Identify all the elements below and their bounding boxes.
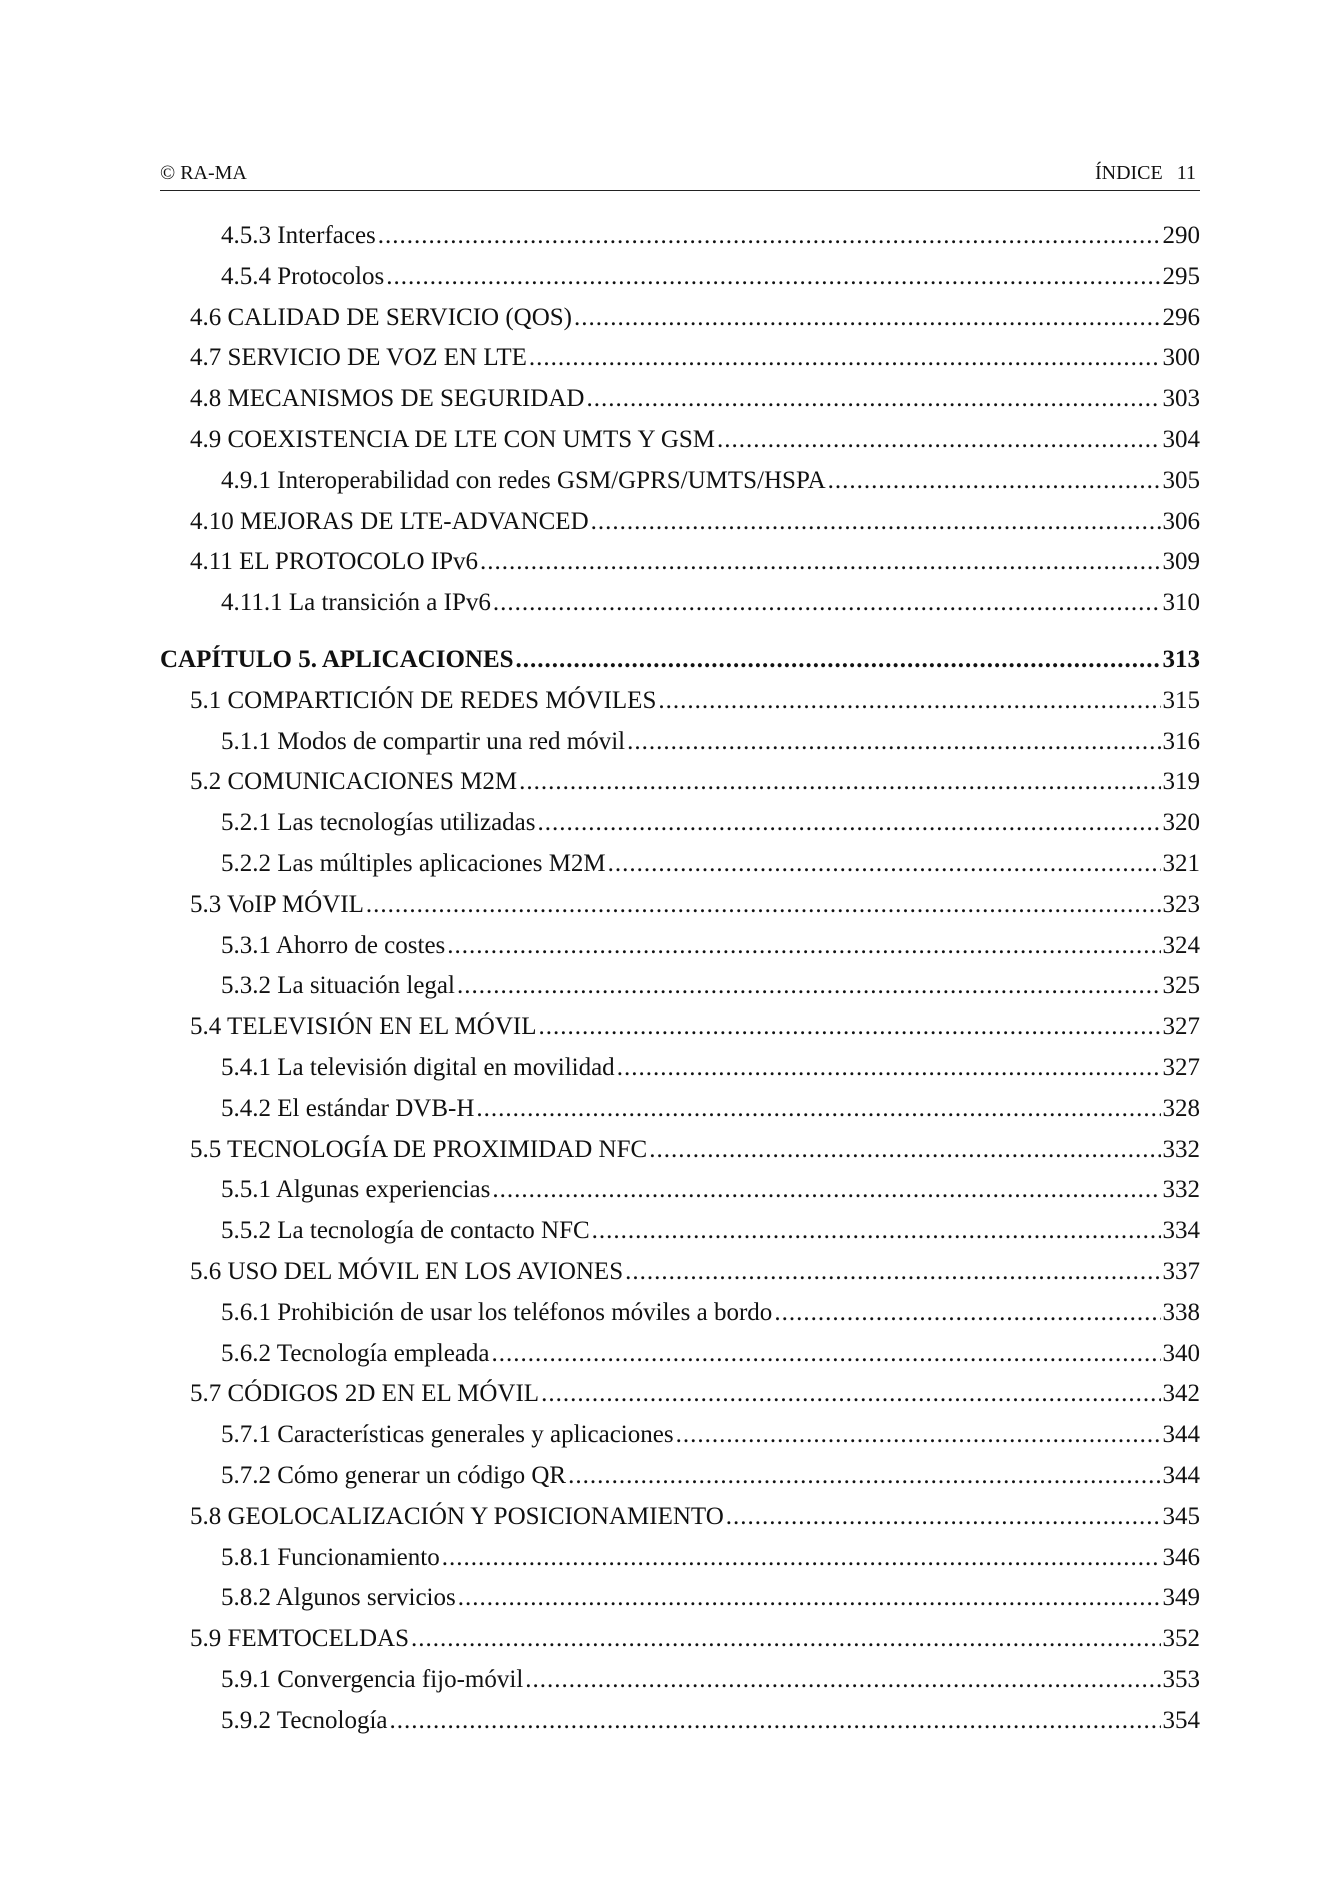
toc-entry[interactable]	[160, 344, 1200, 385]
toc-entry-page: 342	[1162, 1380, 1200, 1408]
toc-entry-page: 304	[1162, 425, 1200, 453]
dot-leader	[617, 1054, 1161, 1082]
toc-entry-title: 5.3.1 Ahorro de costes	[221, 931, 446, 959]
toc-entry[interactable]	[160, 891, 1200, 932]
toc-chapter-entry[interactable]	[160, 646, 1200, 687]
dot-leader	[676, 1421, 1161, 1449]
toc-entry-title: 5.2.2 Las múltiples aplicaciones M2M	[221, 849, 606, 877]
toc-entry-page: 316	[1162, 727, 1200, 755]
dot-leader	[568, 1462, 1160, 1490]
toc-entry-page: 319	[1162, 768, 1200, 796]
dot-leader	[774, 1299, 1160, 1327]
dot-leader	[411, 1625, 1160, 1653]
toc-entry-title: 5.9.2 Tecnología	[221, 1706, 388, 1734]
dot-leader	[442, 1544, 1161, 1572]
toc-entry[interactable]	[160, 1013, 1200, 1054]
toc-entry-title: 5.4.1 La televisión digital en movilidad	[221, 1053, 615, 1081]
toc-entry[interactable]	[160, 1666, 1200, 1707]
toc-entry-title: 4.6 CALIDAD DE SERVICIO (QOS)	[190, 303, 573, 331]
dot-leader	[658, 687, 1160, 715]
toc-entry-page: 334	[1162, 1217, 1200, 1245]
toc-entry-page: 324	[1162, 931, 1200, 959]
dot-leader	[538, 1013, 1160, 1041]
toc-entry-page: 327	[1162, 1013, 1200, 1041]
toc-entry-page: 349	[1162, 1584, 1200, 1612]
dot-leader	[538, 809, 1161, 837]
toc-entry[interactable]	[160, 972, 1200, 1013]
toc-entry-page: 344	[1162, 1421, 1200, 1449]
toc-entry[interactable]	[160, 1707, 1200, 1748]
dot-leader	[586, 385, 1160, 413]
toc-entry-title: 5.6 USO DEL MÓVIL EN LOS AVIONES	[190, 1257, 624, 1285]
toc-entry-page: 296	[1162, 303, 1200, 331]
toc-entry-title: 5.7.1 Características generales y aplicaciones	[221, 1421, 674, 1449]
toc-entry-title: 5.5 TECNOLOGÍA DE PROXIMIDAD NFC	[190, 1135, 648, 1163]
dot-leader	[591, 508, 1161, 536]
dot-leader	[516, 646, 1161, 674]
dot-leader	[366, 891, 1161, 919]
toc-entry[interactable]	[160, 1054, 1200, 1095]
dot-leader	[726, 1503, 1161, 1531]
toc-entry[interactable]	[160, 1625, 1200, 1666]
dot-leader	[625, 1258, 1160, 1286]
publisher-mark: © RA-MA	[160, 162, 247, 184]
toc-entry-title: 5.4.2 El estándar DVB-H	[221, 1094, 475, 1122]
toc-entry-page: 313	[1162, 645, 1200, 673]
toc-entry-title: 5.9 FEMTOCELDAS	[190, 1625, 410, 1653]
toc-entry-title: 5.6.2 Tecnología empleada	[221, 1339, 490, 1367]
toc-entry[interactable]	[160, 1258, 1200, 1299]
toc-entry-title: 5.6.1 Prohibición de usar los teléfonos móviles a bordo	[221, 1298, 773, 1326]
toc-entry[interactable]	[160, 1095, 1200, 1136]
toc-entry-title: 4.8 MECANISMOS DE SEGURIDAD	[190, 385, 585, 413]
dot-leader	[717, 426, 1160, 454]
toc-entry-page: 305	[1162, 466, 1200, 494]
toc-entry[interactable]	[160, 728, 1200, 769]
toc-entry-page: 310	[1162, 589, 1200, 617]
page-number: 11	[1176, 162, 1196, 184]
toc-entry-page: 353	[1162, 1665, 1200, 1693]
toc-entry[interactable]	[160, 385, 1200, 426]
dot-leader	[574, 304, 1160, 332]
dot-leader	[390, 1707, 1161, 1735]
toc-entry[interactable]	[160, 1217, 1200, 1258]
toc-entry[interactable]	[160, 1176, 1200, 1217]
dot-leader	[592, 1217, 1161, 1245]
toc-entry[interactable]	[160, 1584, 1200, 1625]
dot-leader	[649, 1136, 1160, 1164]
dot-leader	[529, 344, 1161, 372]
toc-entry-title: 4.10 MEJORAS DE LTE-ADVANCED	[190, 507, 589, 535]
dot-leader	[519, 768, 1160, 796]
dot-leader	[378, 222, 1161, 250]
toc-entry[interactable]	[160, 1380, 1200, 1421]
toc-entry[interactable]	[160, 467, 1200, 508]
section-page-label	[1095, 162, 1196, 185]
toc-entry-title: 5.4 TELEVISIÓN EN EL MÓVIL	[190, 1013, 537, 1041]
toc-entry-title: 5.7 CÓDIGOS 2D EN EL MÓVIL	[190, 1380, 540, 1408]
toc-entry[interactable]	[160, 304, 1200, 345]
toc-entry[interactable]	[160, 768, 1200, 809]
toc-entry-page: 303	[1162, 385, 1200, 413]
toc-entry-page: 321	[1162, 849, 1200, 877]
toc-entry[interactable]	[160, 1136, 1200, 1177]
toc-entry[interactable]	[160, 1299, 1200, 1340]
toc-entry-page: 309	[1162, 548, 1200, 576]
toc-entry-title: 5.9.1 Convergencia fijo-móvil	[221, 1665, 524, 1693]
toc-entry-title: 5.1 COMPARTICIÓN DE REDES MÓVILES	[190, 686, 657, 714]
dot-leader	[493, 589, 1161, 617]
toc-entry-page: 332	[1162, 1135, 1200, 1163]
toc-entry-title: 5.8.1 Funcionamiento	[221, 1543, 440, 1571]
toc-entry-title: 5.5.2 La tecnología de contacto NFC	[221, 1217, 590, 1245]
dot-leader	[627, 728, 1160, 756]
dot-leader	[492, 1340, 1161, 1368]
toc-entry-page: 328	[1162, 1094, 1200, 1122]
toc-entry[interactable]	[160, 1340, 1200, 1381]
toc-entry-title: 5.8 GEOLOCALIZACIÓN Y POSICIONAMIENTO	[190, 1502, 724, 1530]
toc-entry-page: 290	[1162, 222, 1200, 249]
toc-entry[interactable]	[160, 222, 1200, 263]
toc-entry-title: 5.2 COMUNICACIONES M2M	[190, 768, 518, 796]
dot-leader	[492, 1176, 1160, 1204]
toc-entry[interactable]	[160, 687, 1200, 728]
toc-entry-page: 354	[1162, 1706, 1200, 1734]
toc-entry-title: 5.2.1 Las tecnologías utilizadas	[221, 809, 536, 837]
dot-leader	[608, 850, 1161, 878]
toc-entry-title: 4.11.1 La transición a IPv6	[221, 589, 491, 617]
toc-entry-page: 338	[1162, 1298, 1200, 1326]
toc-entry-page: 300	[1162, 344, 1200, 372]
toc-entry-page: 320	[1162, 809, 1200, 837]
toc-entry-page: 332	[1162, 1176, 1200, 1204]
toc-entry-page: 315	[1162, 686, 1200, 714]
toc-entry-page: 352	[1162, 1625, 1200, 1653]
toc-entry-title: 4.7 SERVICIO DE VOZ EN LTE	[190, 344, 527, 372]
dot-leader	[458, 1584, 1161, 1612]
dot-leader	[476, 1095, 1160, 1123]
toc-entry-title: 5.1.1 Modos de compartir una red móvil	[221, 727, 626, 755]
toc-entry-page: 345	[1162, 1502, 1200, 1530]
toc-entry-title: 4.9.1 Interoperabilidad con redes GSM/GPRS/UMTS/HSPA	[221, 466, 826, 494]
toc-entry[interactable]	[160, 1544, 1200, 1585]
toc-entry-title: 4.9 COEXISTENCIA DE LTE CON UMTS Y GSM	[190, 425, 716, 453]
toc-entry[interactable]	[160, 589, 1200, 630]
toc-entry-title: 4.5.3 Interfaces	[221, 222, 376, 249]
toc-entry-page: 346	[1162, 1543, 1200, 1571]
toc-entry-title: 5.3 VoIP MÓVIL	[190, 890, 364, 918]
table-of-contents	[160, 222, 1200, 1747]
toc-entry-title: 5.3.2 La situación legal	[221, 972, 455, 1000]
toc-entry[interactable]	[160, 809, 1200, 850]
toc-entry-page: 323	[1162, 890, 1200, 918]
toc-entry[interactable]	[160, 1421, 1200, 1462]
toc-entry[interactable]	[160, 426, 1200, 467]
dot-leader	[828, 467, 1161, 495]
toc-entry-page: 306	[1162, 507, 1200, 535]
running-header	[160, 160, 1200, 191]
dot-leader	[457, 972, 1161, 1000]
toc-entry[interactable]	[160, 932, 1200, 973]
toc-entry-page: 337	[1162, 1257, 1200, 1285]
toc-entry-title: 5.5.1 Algunas experiencias	[221, 1176, 491, 1204]
toc-entry-title: 5.8.2 Algunos servicios	[221, 1584, 456, 1612]
toc-entry-title: 4.5.4 Protocolos	[221, 262, 385, 290]
toc-entry-page: 325	[1162, 972, 1200, 1000]
dot-leader	[480, 548, 1161, 576]
toc-entry[interactable]	[160, 548, 1200, 589]
toc-entry-page: 327	[1162, 1053, 1200, 1081]
section-title: ÍNDICE	[1094, 162, 1163, 184]
dot-leader	[386, 263, 1160, 291]
dot-leader	[541, 1380, 1160, 1408]
toc-entry-page: 344	[1162, 1461, 1200, 1489]
toc-entry-page: 295	[1162, 262, 1200, 290]
toc-entry-title: 4.11 EL PROTOCOLO IPv6	[190, 548, 478, 576]
toc-entry[interactable]	[160, 508, 1200, 549]
toc-entry[interactable]	[160, 1503, 1200, 1544]
dot-leader	[447, 932, 1160, 960]
toc-entry[interactable]	[160, 1462, 1200, 1503]
toc-entry[interactable]	[160, 263, 1200, 304]
toc-entry-title: 5.7.2 Cómo generar un código QR	[221, 1461, 567, 1489]
toc-entry[interactable]	[160, 850, 1200, 891]
toc-entry-title: CAPÍTULO 5. APLICACIONES	[160, 645, 514, 673]
dot-leader	[525, 1666, 1160, 1694]
toc-entry-page: 340	[1162, 1339, 1200, 1367]
